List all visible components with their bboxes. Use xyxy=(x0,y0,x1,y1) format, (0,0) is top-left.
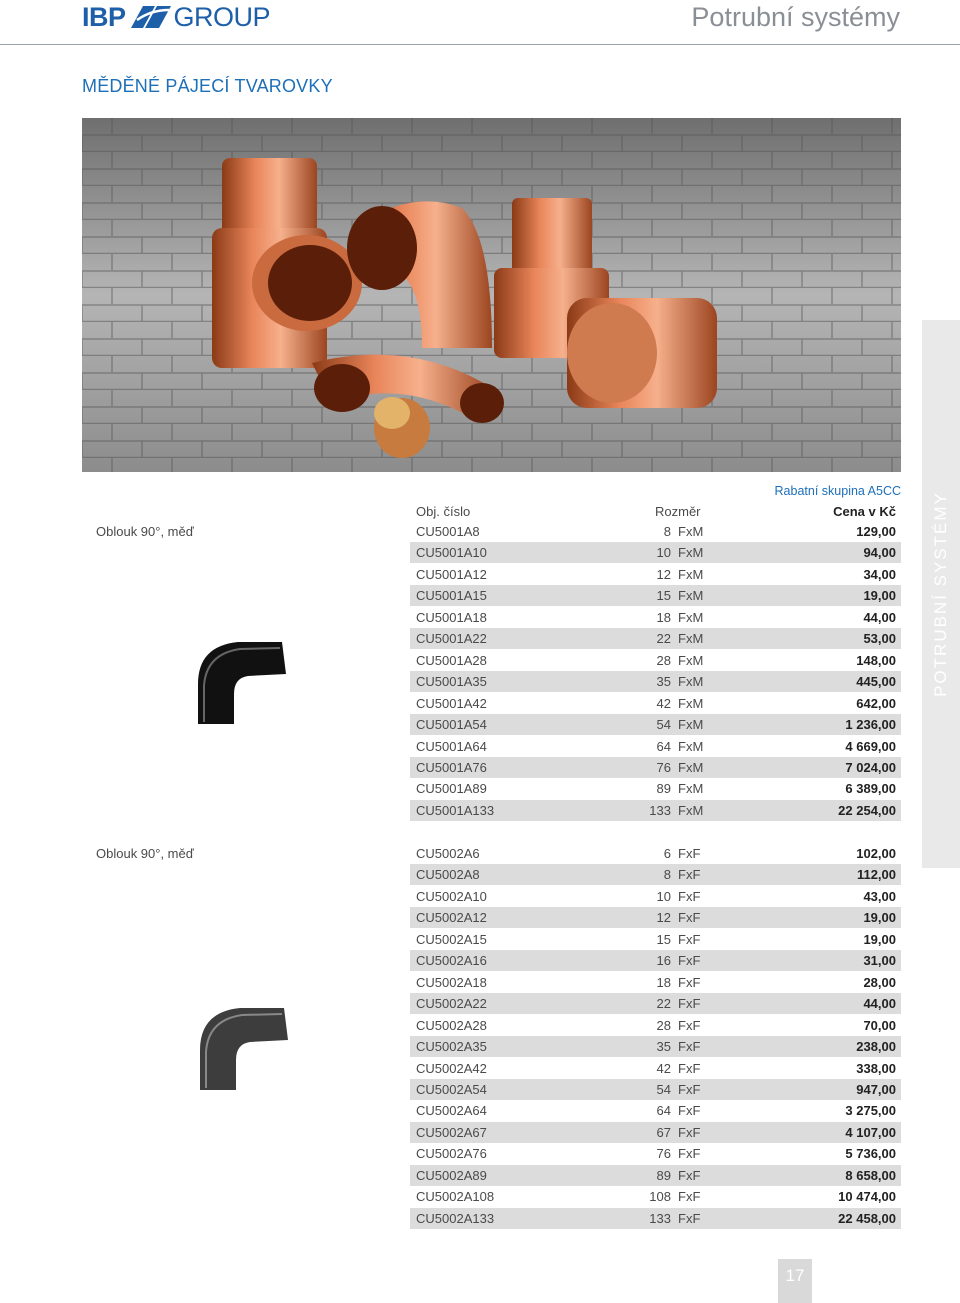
size-value: 76 xyxy=(656,1146,671,1162)
size-value: 8 xyxy=(663,867,671,883)
table-row xyxy=(410,1186,901,1207)
product-code: CU5001A42 xyxy=(416,695,487,711)
size-value: 89 xyxy=(656,781,671,797)
product-code: CU5002A10 xyxy=(416,888,487,904)
ibp-group-logo xyxy=(82,2,270,32)
table-row xyxy=(410,650,901,671)
connection-type: FxF xyxy=(678,1060,701,1076)
price-value: 10 474,00 xyxy=(838,1189,896,1205)
connection-type: FxM xyxy=(678,631,704,647)
price-value: 8 658,00 xyxy=(845,1167,896,1183)
connection-type: FxM xyxy=(678,674,704,690)
table-row xyxy=(410,1165,901,1186)
table-row xyxy=(410,714,901,735)
price-value: 445,00 xyxy=(856,674,896,690)
connection-type: FxF xyxy=(678,1103,701,1119)
table-row xyxy=(410,693,901,714)
product-code: CU5002A64 xyxy=(416,1103,487,1119)
price-value: 19,00 xyxy=(863,588,896,604)
connection-type: FxM xyxy=(678,738,704,754)
size-value: 28 xyxy=(656,1017,671,1033)
size-value: 12 xyxy=(656,910,671,926)
table-row xyxy=(410,628,901,649)
product-code: CU5002A108 xyxy=(416,1189,495,1205)
connection-type: FxF xyxy=(678,1081,701,1097)
product-code: CU5001A64 xyxy=(416,738,487,754)
table-row xyxy=(410,800,901,821)
connection-type: FxM xyxy=(678,588,704,604)
price-value: 43,00 xyxy=(863,888,896,904)
size-value: 89 xyxy=(656,1167,671,1183)
section-title: MĚDĚNÉ PÁJECÍ TVAROVKY xyxy=(82,76,333,96)
price-value: 28,00 xyxy=(863,974,896,990)
connection-type: FxM xyxy=(678,545,704,561)
size-value: 10 xyxy=(656,888,671,904)
table-row xyxy=(410,1015,901,1036)
connection-type: FxM xyxy=(678,652,704,668)
size-value: 35 xyxy=(656,674,671,690)
connection-type: FxF xyxy=(678,1039,701,1055)
price-value: 19,00 xyxy=(863,910,896,926)
price-value: 112,00 xyxy=(856,867,896,883)
table-row xyxy=(410,1143,901,1164)
table-row xyxy=(410,1079,901,1100)
price-value: 148,00 xyxy=(856,652,896,668)
elbow-fxm-icon xyxy=(194,634,290,726)
price-value: 94,00 xyxy=(863,545,896,561)
price-value: 44,00 xyxy=(863,609,896,625)
connection-type: FxF xyxy=(678,996,701,1012)
connection-type: FxM xyxy=(678,609,704,625)
table-row xyxy=(410,907,901,928)
logo-swoosh-icon xyxy=(127,4,173,30)
product-code: CU5001A15 xyxy=(416,588,487,604)
product-code: CU5002A18 xyxy=(416,974,487,990)
size-value: 15 xyxy=(656,588,671,604)
side-tab xyxy=(922,320,960,868)
table-row xyxy=(410,585,901,606)
column-header-code: Obj. číslo xyxy=(416,504,471,519)
price-value: 947,00 xyxy=(856,1081,896,1097)
price-value: 129,00 xyxy=(856,524,896,539)
table-row xyxy=(410,521,901,542)
product-code: CU5001A35 xyxy=(416,674,487,690)
product-code: CU5001A22 xyxy=(416,631,487,647)
size-value: 133 xyxy=(649,1210,671,1226)
size-value: 67 xyxy=(656,1124,671,1140)
product-code: CU5002A133 xyxy=(416,1210,495,1226)
size-value: 35 xyxy=(656,1039,671,1055)
column-header-size: Rozměr xyxy=(655,504,701,519)
size-value: 133 xyxy=(649,802,671,818)
page-header xyxy=(0,0,960,45)
group-label-fxf: Oblouk 90°, měď xyxy=(96,846,194,861)
size-value: 22 xyxy=(656,631,671,647)
price-value: 4 669,00 xyxy=(845,738,896,754)
product-code: CU5001A76 xyxy=(416,759,487,775)
size-value: 6 xyxy=(663,846,671,861)
connection-type: FxF xyxy=(678,888,701,904)
product-code: CU5002A28 xyxy=(416,1017,487,1033)
column-header-price: Cena v Kč xyxy=(833,504,896,519)
table-row xyxy=(410,843,901,864)
size-value: 108 xyxy=(649,1189,671,1205)
product-code: CU5002A22 xyxy=(416,996,487,1012)
elbow-fxf-icon xyxy=(196,1000,292,1092)
price-value: 70,00 xyxy=(863,1017,896,1033)
price-value: 53,00 xyxy=(863,631,896,647)
connection-type: FxF xyxy=(678,1124,701,1140)
table-row xyxy=(410,929,901,950)
size-value: 12 xyxy=(656,566,671,582)
product-code: CU5001A8 xyxy=(416,524,480,539)
table-row xyxy=(410,864,901,885)
price-value: 7 024,00 xyxy=(845,759,896,775)
price-value: 44,00 xyxy=(863,996,896,1012)
group-label-fxm: Oblouk 90°, měď xyxy=(96,524,194,539)
connection-type: FxM xyxy=(678,566,704,582)
table-row xyxy=(410,671,901,692)
price-value: 6 389,00 xyxy=(845,781,896,797)
size-value: 64 xyxy=(656,738,671,754)
product-code: CU5002A54 xyxy=(416,1081,487,1097)
size-value: 64 xyxy=(656,1103,671,1119)
product-code: CU5001A89 xyxy=(416,781,487,797)
product-code: CU5002A89 xyxy=(416,1167,487,1183)
connection-type: FxF xyxy=(678,1167,701,1183)
size-value: 18 xyxy=(656,609,671,625)
size-value: 54 xyxy=(656,717,671,733)
connection-type: FxF xyxy=(678,1146,701,1162)
price-value: 5 736,00 xyxy=(845,1146,896,1162)
size-value: 42 xyxy=(656,695,671,711)
table-row xyxy=(410,778,901,799)
connection-type: FxF xyxy=(678,867,701,883)
header-title: Potrubní systémy xyxy=(691,2,900,32)
connection-type: FxF xyxy=(678,974,701,990)
price-value: 19,00 xyxy=(863,931,896,947)
connection-type: FxF xyxy=(678,910,701,926)
size-value: 76 xyxy=(656,759,671,775)
price-value: 102,00 xyxy=(856,846,896,861)
copper-coupling xyxy=(567,298,717,408)
product-code: CU5001A133 xyxy=(416,802,495,818)
product-code: CU5001A28 xyxy=(416,652,487,668)
size-value: 10 xyxy=(656,545,671,561)
price-value: 31,00 xyxy=(863,953,896,969)
size-value: 16 xyxy=(656,953,671,969)
table-row xyxy=(410,1036,901,1057)
table-row xyxy=(410,736,901,757)
size-value: 28 xyxy=(656,652,671,668)
table-row xyxy=(410,542,901,563)
product-code: CU5002A42 xyxy=(416,1060,487,1076)
table-row xyxy=(410,1208,901,1229)
product-code: CU5001A54 xyxy=(416,717,487,733)
table-row xyxy=(410,757,901,778)
discount-group-label: Rabatní skupina A5CC xyxy=(774,484,901,498)
price-value: 238,00 xyxy=(856,1039,896,1055)
connection-type: FxM xyxy=(678,802,704,818)
size-value: 15 xyxy=(656,931,671,947)
product-code: CU5002A16 xyxy=(416,953,487,969)
connection-type: FxM xyxy=(678,759,704,775)
price-value: 22 458,00 xyxy=(838,1210,896,1226)
table-row xyxy=(410,1122,901,1143)
size-value: 22 xyxy=(656,996,671,1012)
logo-text-group: GROUP xyxy=(173,2,271,32)
price-value: 4 107,00 xyxy=(845,1124,896,1140)
connection-type: FxM xyxy=(678,717,704,733)
product-code: CU5001A18 xyxy=(416,609,487,625)
product-code: CU5002A8 xyxy=(416,867,480,883)
price-value: 338,00 xyxy=(856,1060,896,1076)
logo-text-ibp: IBP xyxy=(82,2,126,32)
connection-type: FxF xyxy=(678,1210,701,1226)
product-code: CU5002A35 xyxy=(416,1039,487,1055)
connection-type: FxM xyxy=(678,695,704,711)
page-number: 17 xyxy=(778,1259,812,1303)
size-value: 54 xyxy=(656,1081,671,1097)
connection-type: FxM xyxy=(678,524,704,539)
price-value: 642,00 xyxy=(856,695,896,711)
size-value: 42 xyxy=(656,1060,671,1076)
table-row xyxy=(410,564,901,585)
product-code: CU5001A12 xyxy=(416,566,487,582)
connection-type: FxM xyxy=(678,781,704,797)
table-row xyxy=(410,886,901,907)
price-value: 34,00 xyxy=(863,566,896,582)
size-value: 18 xyxy=(656,974,671,990)
connection-type: FxF xyxy=(678,953,701,969)
table-row xyxy=(410,972,901,993)
table-row xyxy=(410,950,901,971)
product-code: CU5001A10 xyxy=(416,545,487,561)
table-row xyxy=(410,1058,901,1079)
table-row xyxy=(410,607,901,628)
product-code: CU5002A12 xyxy=(416,910,487,926)
price-value: 3 275,00 xyxy=(845,1103,896,1119)
connection-type: FxF xyxy=(678,1189,701,1205)
size-value: 8 xyxy=(663,524,671,539)
product-code: CU5002A15 xyxy=(416,931,487,947)
connection-type: FxF xyxy=(678,1017,701,1033)
price-value: 1 236,00 xyxy=(845,717,896,733)
product-code: CU5002A76 xyxy=(416,1146,487,1162)
product-code: CU5002A67 xyxy=(416,1124,487,1140)
table-row xyxy=(410,1100,901,1121)
connection-type: FxF xyxy=(678,931,701,947)
table-row xyxy=(410,993,901,1014)
price-value: 22 254,00 xyxy=(838,802,896,818)
product-photo xyxy=(82,118,901,472)
product-code: CU5002A6 xyxy=(416,846,480,861)
connection-type: FxF xyxy=(678,846,701,861)
side-tab-label: POTRUBNÍ SYSTÉMY xyxy=(931,491,950,697)
